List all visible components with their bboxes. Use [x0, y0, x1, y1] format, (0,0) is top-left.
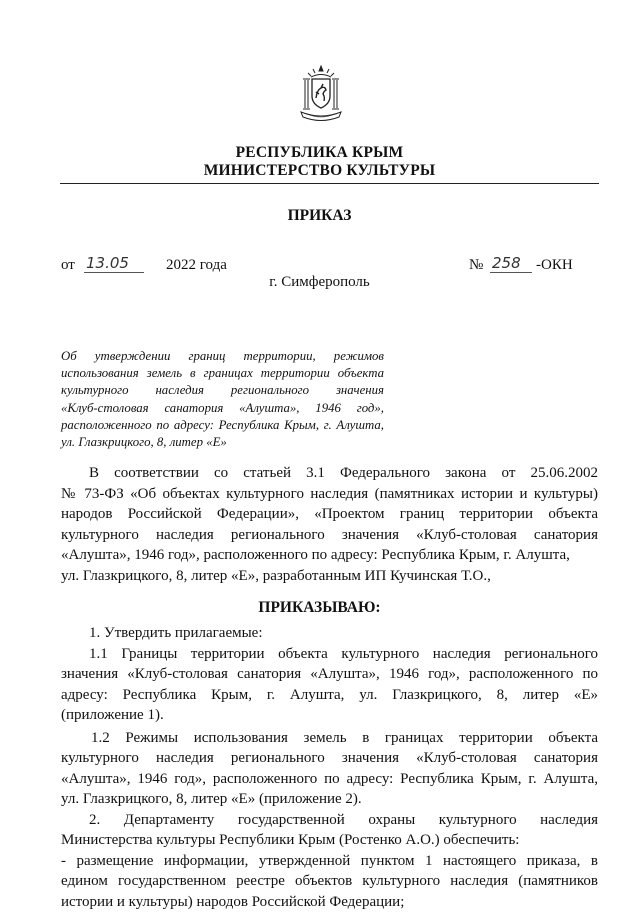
date-underline	[84, 272, 144, 273]
item-1-1-line: (приложение 1).	[61, 705, 598, 726]
subject-line: расположенного по адресу: Республика Крым, г. Алушта,	[61, 417, 384, 434]
subject-line: Об утверждении границ территории, режимов	[61, 348, 384, 365]
preamble-line: ул. Глазкрицкого, 8, литер «Е», разработанным ИП Кучинская Т.О.,	[61, 566, 598, 587]
item-1: 1. Утвердить прилагаемые:	[61, 623, 598, 644]
date-handwritten: 13.05	[86, 254, 129, 272]
date-year: 2022 года	[166, 257, 227, 274]
preamble	[61, 463, 598, 586]
item-1-2-line: культурного наследия регионального значения «Клуб-столовая санатория	[61, 748, 598, 769]
subject-line: культурного наследия регионального значения	[61, 382, 384, 399]
item-1-1-line: значения «Клуб-столовая санатория «Алушта», 1946 год», расположенного по	[61, 664, 598, 685]
number-underline	[490, 272, 532, 273]
item-1-2-line: ул. Глазкрицкого, 8, литер «Е» (приложение 2).	[61, 789, 598, 810]
item-1-1-line: 1.1 Границы территории объекта культурного наследия регионального	[61, 644, 598, 665]
header-divider	[60, 183, 599, 184]
item-2-bullet-line: едином государственном реестре объектов культурного наследия (памятников	[61, 871, 598, 892]
subject-line: использования земель в границах территории объекта	[61, 365, 384, 382]
preamble-line: № 73-ФЗ «Об объектах культурного наследия (памятниках истории и культуры)	[61, 484, 598, 505]
date-prefix: от	[61, 257, 75, 274]
subject-line: ул. Глазкрицкого, 8, литер «Е»	[61, 434, 384, 451]
item-2-line: 2. Департаменту государственной охраны культурного наследия	[61, 810, 598, 831]
item-1-2-line: «Алушта», 1946 год», расположенного по адресу: Республика Крым, г. Алушта,	[61, 769, 598, 790]
order-items	[61, 623, 598, 912]
preamble-line: культурного наследия регионального значения «Клуб-столовая санатория	[61, 525, 598, 546]
number-suffix: -ОКН	[536, 257, 573, 274]
header-republic: РЕСПУБЛИКА КРЫМ	[0, 144, 639, 162]
preamble-line: В соответствии со статьей 3.1 Федерального закона от 25.06.2002	[61, 463, 598, 484]
city: г. Симферополь	[0, 274, 639, 291]
preamble-line: народов Российской Федерации», «Проектом границ территории объекта	[61, 504, 598, 525]
order-subject	[61, 348, 384, 451]
document-type: ПРИКАЗ	[0, 207, 639, 225]
item-2-bullet-line: истории и культуры) народов Российской Федерации;	[61, 892, 598, 912]
number-handwritten: 258	[492, 254, 521, 272]
item-1-1-line: адресу: Республика Крым, г. Алушта, ул. Глазкрицкого, 8, литер «Е»	[61, 685, 598, 706]
number-prefix: №	[469, 257, 483, 274]
subject-line: «Клуб-столовая санатория «Алушта», 1946 год»,	[61, 400, 384, 417]
item-2-line: Министерства культуры Республики Крым (Ростенко А.О.) обеспечить:	[61, 830, 598, 851]
item-1-2-line: 1.2 Режимы использования земель в границах территории объекта	[61, 728, 598, 749]
order-word: ПРИКАЗЫВАЮ:	[0, 599, 639, 617]
preamble-line: «Алушта», 1946 год», расположенного по адресу: Республика Крым, г. Алушта,	[61, 545, 598, 566]
coat-of-arms-emblem	[295, 64, 347, 126]
item-2-bullet-line: - размещение информации, утвержденной пунктом 1 настоящего приказа, в	[61, 851, 598, 872]
header-ministry: МИНИСТЕРСТВО КУЛЬТУРЫ	[0, 162, 639, 180]
